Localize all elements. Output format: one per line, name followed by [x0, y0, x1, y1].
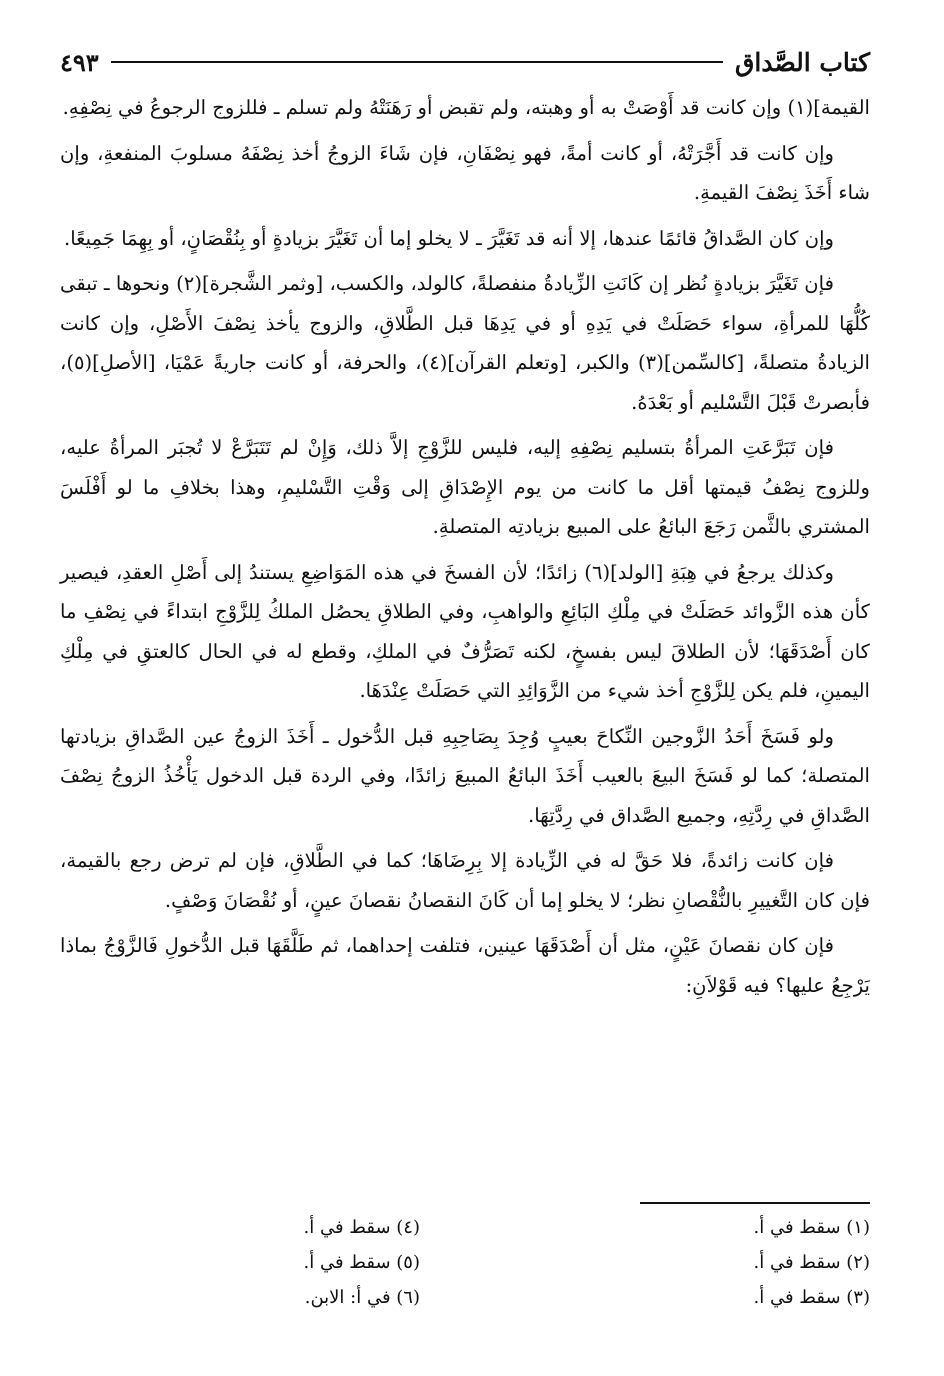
paragraph: فإن كان نقصانَ عَيْنٍ، مثل أن أَصْدَقَهَا عينين، فتلفت إحداهما، ثم طَلَّقَهَا قبل الدُّخولِ فَالزَّوْجُ بماذا يَرْجِعُ عليها؟ فيه قَوْلاَنِ:: [60, 934, 870, 997]
paragraph: وإن كانت قد أَجَّرَتْهُ، أو كانت أمةً، فهو نِصْفَانِ، فإن شَاءَ الزوجُ أخذ نِصْفَهُ مسلوبَ المنفعةِ، وإن شاء أَخَذَ نِصْفَ القيمةِ.: [60, 141, 870, 204]
paragraph: فإن كانت زائدةً، فلا حَقَّ له في الزِّيادة إلا بِرِضَاهَا؛ كما في الطَّلاقِ، فإن لم ترض رجع بالقيمة، فإن كان التَّغييرِ بالنُّقْصانِ نظر؛ لا يخلو إما أن كَانَ النقصانُ نقصانَ عينٍ، أو نُقْصَانَ وَصْفٍ.: [60, 849, 870, 912]
footnote: (٤) سقط في أ.: [303, 1217, 420, 1238]
footnote: (٢) سقط في أ.: [753, 1252, 870, 1273]
footnote: (٣) سقط في أ.: [753, 1287, 870, 1308]
paragraph: فإن تَبَرَّعَتِ المرأةُ بتسليم نِصْفِهِ إليه، فليس للزَّوْجِ إلاَّ ذلك، وَإِنْ لم تَتَبَرَّعْ لا تُجبَر المرأةُ عليه، وللزوج نِصْفُ قيمتها أقل ما كانت من يوم الإِصْدَاقِ إلى وَقْتِ التَّسْليمِ، وهذا بخلافِ ما لو أَفْلَسَ المشتري بالثَّمن رَجَعَ البائعُ على المبيع بزيادتِه المتصلةِ.: [60, 436, 870, 538]
paragraph: وإن كان الصَّداقُ قائمًا عندها، إلا أنه قد تَغَيَّرَ ـ لا يخلو إما أن تَغَيَّرَ بزيادةٍ أو بِنُقْصَانٍ، أو بِهِمَا جَمِيعًا.: [63, 226, 834, 250]
paragraph: ولو فَسَخَ أَحَدُ الزَّوجين النِّكاحَ بعيبٍ وُجِدَ بِصَاحِبِهِ قبل الدُّخول ـ أَخَذَ الزوجُ عين الصَّداقِ بزيادتها المتصلة؛ كما لو فَسَخَ البيعَ بالعيب أَخَذَ البائعُ المبيعَ زائدًا، وفي الردة قبل الدخول يَأْخُذُ الزوجُ نِصْفَ الصَّداقِ في رِدَّتِهِ، وجميع الصَّداق في رِدَّتِهَا.: [60, 724, 870, 827]
running-header: [60, 42, 870, 82]
book-page: [60, 42, 870, 1342]
page-number: ٤٩٣: [60, 47, 99, 77]
book-title: كتاب الصَّداق: [734, 47, 870, 77]
footnote: (٦) في أ: الابن.: [304, 1287, 420, 1308]
footnote-column-right: [510, 1210, 870, 1315]
footnote-column-left: [60, 1210, 420, 1315]
paragraph: القيمة](١) وإن كانت قد أَوْصَتْ به أو وهبته، ولم تقبض أو رَهَنَتْهُ ولم تسلم ـ فللزوج الرجوعُ في نِصْفِهِ.: [62, 96, 870, 119]
footnote: (٥) سقط في أ.: [303, 1252, 420, 1273]
header-rule: [111, 61, 723, 63]
paragraph: فإن تَغَيَّرَ بزيادةٍ نُظر إن كَانَتِ الزِّيادةُ منفصلةً، كالولد، والكسب، [وثمر الشَّجرة](٢) ونحوها ـ تبقى كُلُّهَا للمرأةِ، سواء حَصَلَتْ في يَدِهِ أو في يَدِهَا قبل الطَّلاقِ، والزوج يأخذ نِصْفَ الأَصْلِ، وإن كانت الزيادةُ متصلةً، [كالسِّمن](٣) والكبر، [وتعلم القرآن](٤)، والحرفة، أو كانت جاريةً عَمْيَا، [الأصلِ](٥)، فأبصرتْ قَبْلَ التَّسْليم أو بَعْدَهُ.: [60, 272, 870, 414]
paragraph: وكذلك يرجعُ في هِبَةِ [الولد](٦) زائدًا؛ لأن الفسخَ في هذه المَوَاضِعِ يستندُ إلى أَصْلِ العقدِ، فيصير كأن هذه الزَّوائد حَصَلَتْ في مِلْكِ البَائِعِ والواهبِ، وفي الطلاقِ يحصُل الملكُ لِلزَّوْجِ ابتداءً في نِصْفِ ما كان أَصْدَقَهَا؛ لأن الطلاقَ ليس بفسخٍ، لكنه تَصَرُّفٌ في الملكِ، وقطع له في الحال كالعتقِ في مِلْكِ اليمينِ، فلم يكن لِلزَّوْجِ أخذ شيء من الزَّوَائِدِ التي حَصَلَتْ عِنْدَهَا.: [60, 560, 870, 702]
footnotes: [60, 1210, 870, 1315]
footnote-separator: [640, 1202, 870, 1204]
footnote: (١) سقط في أ.: [753, 1217, 870, 1238]
main-text: [60, 88, 870, 1005]
